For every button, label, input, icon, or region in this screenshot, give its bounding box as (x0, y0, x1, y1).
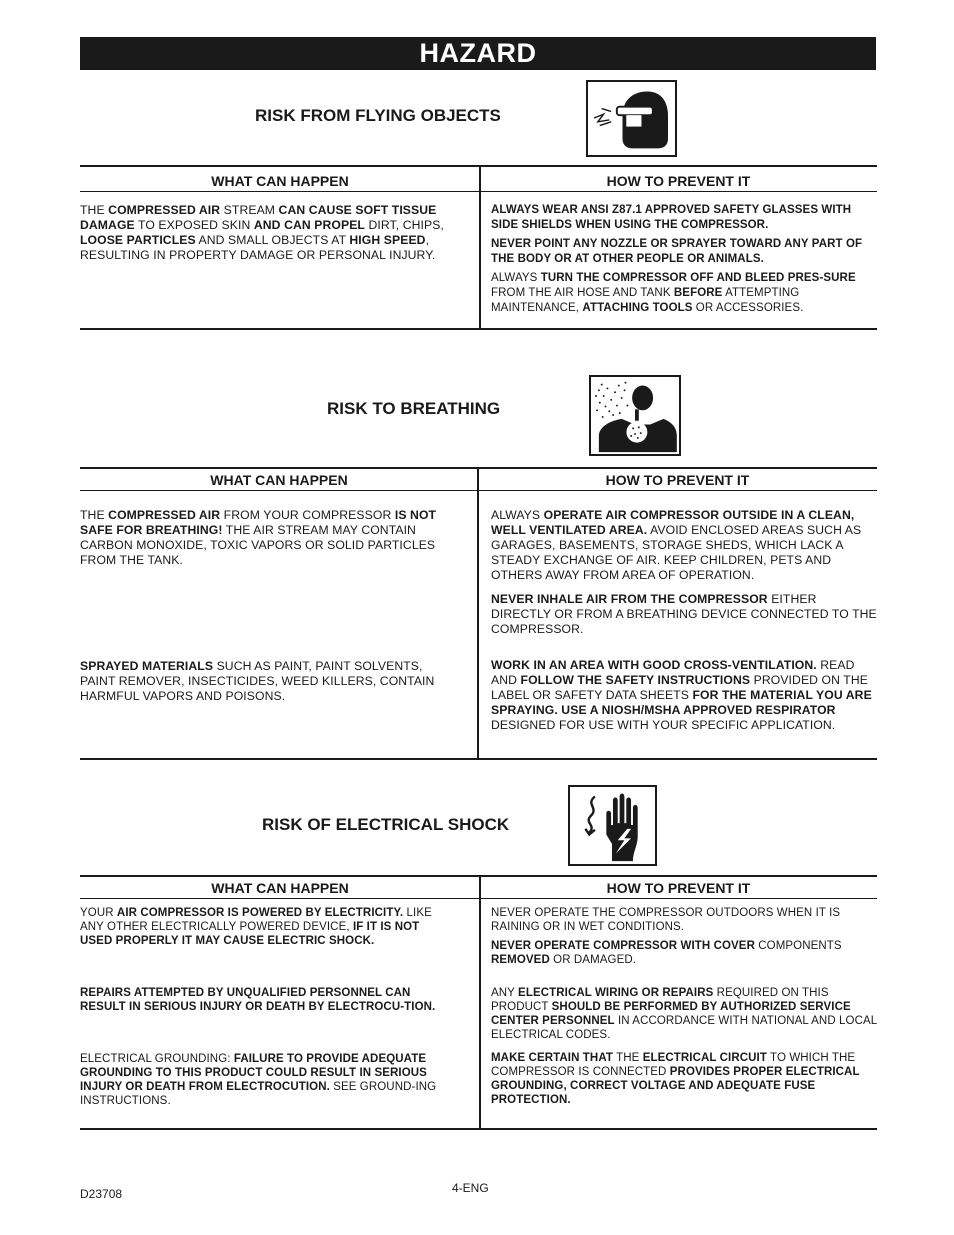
how-paragraph: MAKE CERTAIN THAT THE ELECTRICAL CIRCUIT TO WHICH THE COMPRESSOR IS CONNECTED PROVIDES PROPER ELECTRICAL GROUNDING, CORRECT VOLTAGE AND ADEQUATE FUSE PROTECTION. (491, 1052, 860, 1106)
table-bottom-rule (80, 758, 877, 760)
hazard-banner: HAZARD (80, 37, 876, 70)
column-header-what: WHAT CAN HAPPEN (210, 472, 348, 488)
column-divider (479, 167, 481, 329)
column-header-what: WHAT CAN HAPPEN (211, 173, 349, 189)
what-text (80, 203, 458, 263)
column-divider (479, 877, 481, 1129)
column-divider (477, 469, 479, 758)
column-header-how: HOW TO PREVENT IT (606, 880, 751, 896)
how-paragraph: WORK IN AN AREA WITH GOOD CROSS-VENTILATION. READ AND FOLLOW THE SAFETY INSTRUCTIONS PROVIDED ON THE LABEL OR SAFETY DATA SHEETS FOR THE MATERIAL YOU ARE SPRAYING. USE A NIOSH/MSHA APPROVED RESPIRATOR DESIGNED FOR USE WITH YOUR SPECIFIC APPLICATION. (491, 658, 872, 732)
what-paragraph: SPRAYED MATERIALS SUCH AS PAINT, PAINT SOLVENTS, PAINT REMOVER, INSECTICIDES, WEED KILLERS, CONTAIN HARMFUL VAPORS AND POISONS. (80, 659, 435, 703)
how-paragraph: NEVER OPERATE COMPRESSOR WITH COVER COMPONENTS REMOVED OR DAMAGED. (491, 940, 842, 966)
what-paragraph: YOUR AIR COMPRESSOR IS POWERED BY ELECTRICITY. LIKE ANY OTHER ELECTRICALLY POWERED DEVICE, IF IT IS NOT USED PROPERLY IT MAY CAUSE ELECTRIC SHOCK. (80, 907, 432, 947)
what-text (80, 906, 450, 948)
table-bottom-rule (80, 328, 877, 330)
how-text (491, 986, 877, 1042)
how-text (491, 508, 877, 637)
section-title-breathing: RISK TO BREATHING (327, 399, 501, 418)
electrical-shock-icon (568, 785, 657, 866)
column-header-how: HOW TO PREVENT IT (605, 472, 750, 488)
how-paragraph: ALWAYS TURN THE COMPRESSOR OFF AND BLEED PRES-SURE FROM THE AIR HOSE AND TANK BEFORE ATTEMPTING MAINTENANCE, ATTACHING TOOLS OR ACCESSORIES. (491, 272, 856, 314)
what-paragraph: THE COMPRESSED AIR STREAM CAN CAUSE SOFT TISSUE DAMAGE TO EXPOSED SKIN AND CAN PROPEL DIRT, CHIPS, LOOSE PARTICLES AND SMALL OBJECTS AT HIGH SPEED, RESULTING IN PROPERTY DAMAGE OR PERSONAL INJURY. (80, 203, 444, 262)
how-text (491, 906, 877, 967)
how-text (491, 203, 869, 316)
how-paragraph: NEVER POINT ANY NOZZLE OR SPRAYER TOWARD ANY PART OF THE BODY OR AT OTHER PEOPLE OR ANIMALS. (491, 238, 863, 265)
what-paragraph: THE COMPRESSED AIR FROM YOUR COMPRESSOR IS NOT SAFE FOR BREATHING! THE AIR STREAM MAY CONTAIN CARBON MONOXIDE, TOXIC VAPORS OR SOLID PARTICLES FROM THE TANK. (80, 508, 437, 567)
how-paragraph: ALWAYS OPERATE AIR COMPRESSOR OUTSIDE IN A CLEAN, WELL VENTILATED AREA. AVOID ENCLOSED AREAS SUCH AS GARAGES, BASEMENTS, STORAGE SHEDS, WHICH LACK A STEADY EXCHANGE OF AIR. KEEP CHILDREN, PETS AND OTHERS AWAY FROM AREA OF OPERATION. (491, 508, 862, 582)
table-bottom-rule (80, 1128, 877, 1130)
what-text (80, 508, 455, 568)
document-number: D23708 (80, 1187, 123, 1201)
what-text (80, 986, 450, 1014)
how-text (491, 658, 877, 733)
breathing-hazard-icon (589, 375, 681, 456)
safety-glasses-icon (586, 80, 677, 157)
how-paragraph: ANY ELECTRICAL WIRING OR REPAIRS REQUIRED ON THIS PRODUCT SHOULD BE PERFORMED BY AUTHORIZED SERVICE CENTER PERSONNEL IN ACCORDANCE WITH NATIONAL AND LOCAL ELECTRICAL CODES. (491, 987, 877, 1041)
how-paragraph: NEVER OPERATE THE COMPRESSOR OUTDOORS WHEN IT IS RAINING OR IN WET CONDITIONS. (491, 907, 841, 933)
column-header-what: WHAT CAN HAPPEN (211, 880, 349, 896)
what-text (80, 1052, 450, 1108)
how-text (491, 1051, 877, 1107)
page-number: 4-ENG (452, 1181, 489, 1195)
what-paragraph: ELECTRICAL GROUNDING: FAILURE TO PROVIDE ADEQUATE GROUNDING TO THIS PRODUCT COULD RESULT IN SERIOUS INJURY OR DEATH FROM ELECTROCUTION. SEE GROUND-ING INSTRUCTIONS. (80, 1053, 437, 1107)
column-header-how: HOW TO PREVENT IT (606, 173, 751, 189)
what-text (80, 659, 455, 704)
how-paragraph: ALWAYS WEAR ANSI Z87.1 APPROVED SAFETY GLASSES WITH SIDE SHIELDS WHEN USING THE COMPRESSOR. (491, 204, 852, 231)
how-paragraph: NEVER INHALE AIR FROM THE COMPRESSOR EITHER DIRECTLY OR FROM A BREATHING DEVICE CONNECTED TO THE COMPRESSOR. (491, 592, 877, 636)
section-title-flying-objects: RISK FROM FLYING OBJECTS (255, 106, 501, 125)
what-paragraph: REPAIRS ATTEMPTED BY UNQUALIFIED PERSONNEL CAN RESULT IN SERIOUS INJURY OR DEATH BY ELECTROCU-TION. (80, 987, 436, 1013)
section-title-electrical-shock: RISK OF ELECTRICAL SHOCK (262, 815, 510, 834)
